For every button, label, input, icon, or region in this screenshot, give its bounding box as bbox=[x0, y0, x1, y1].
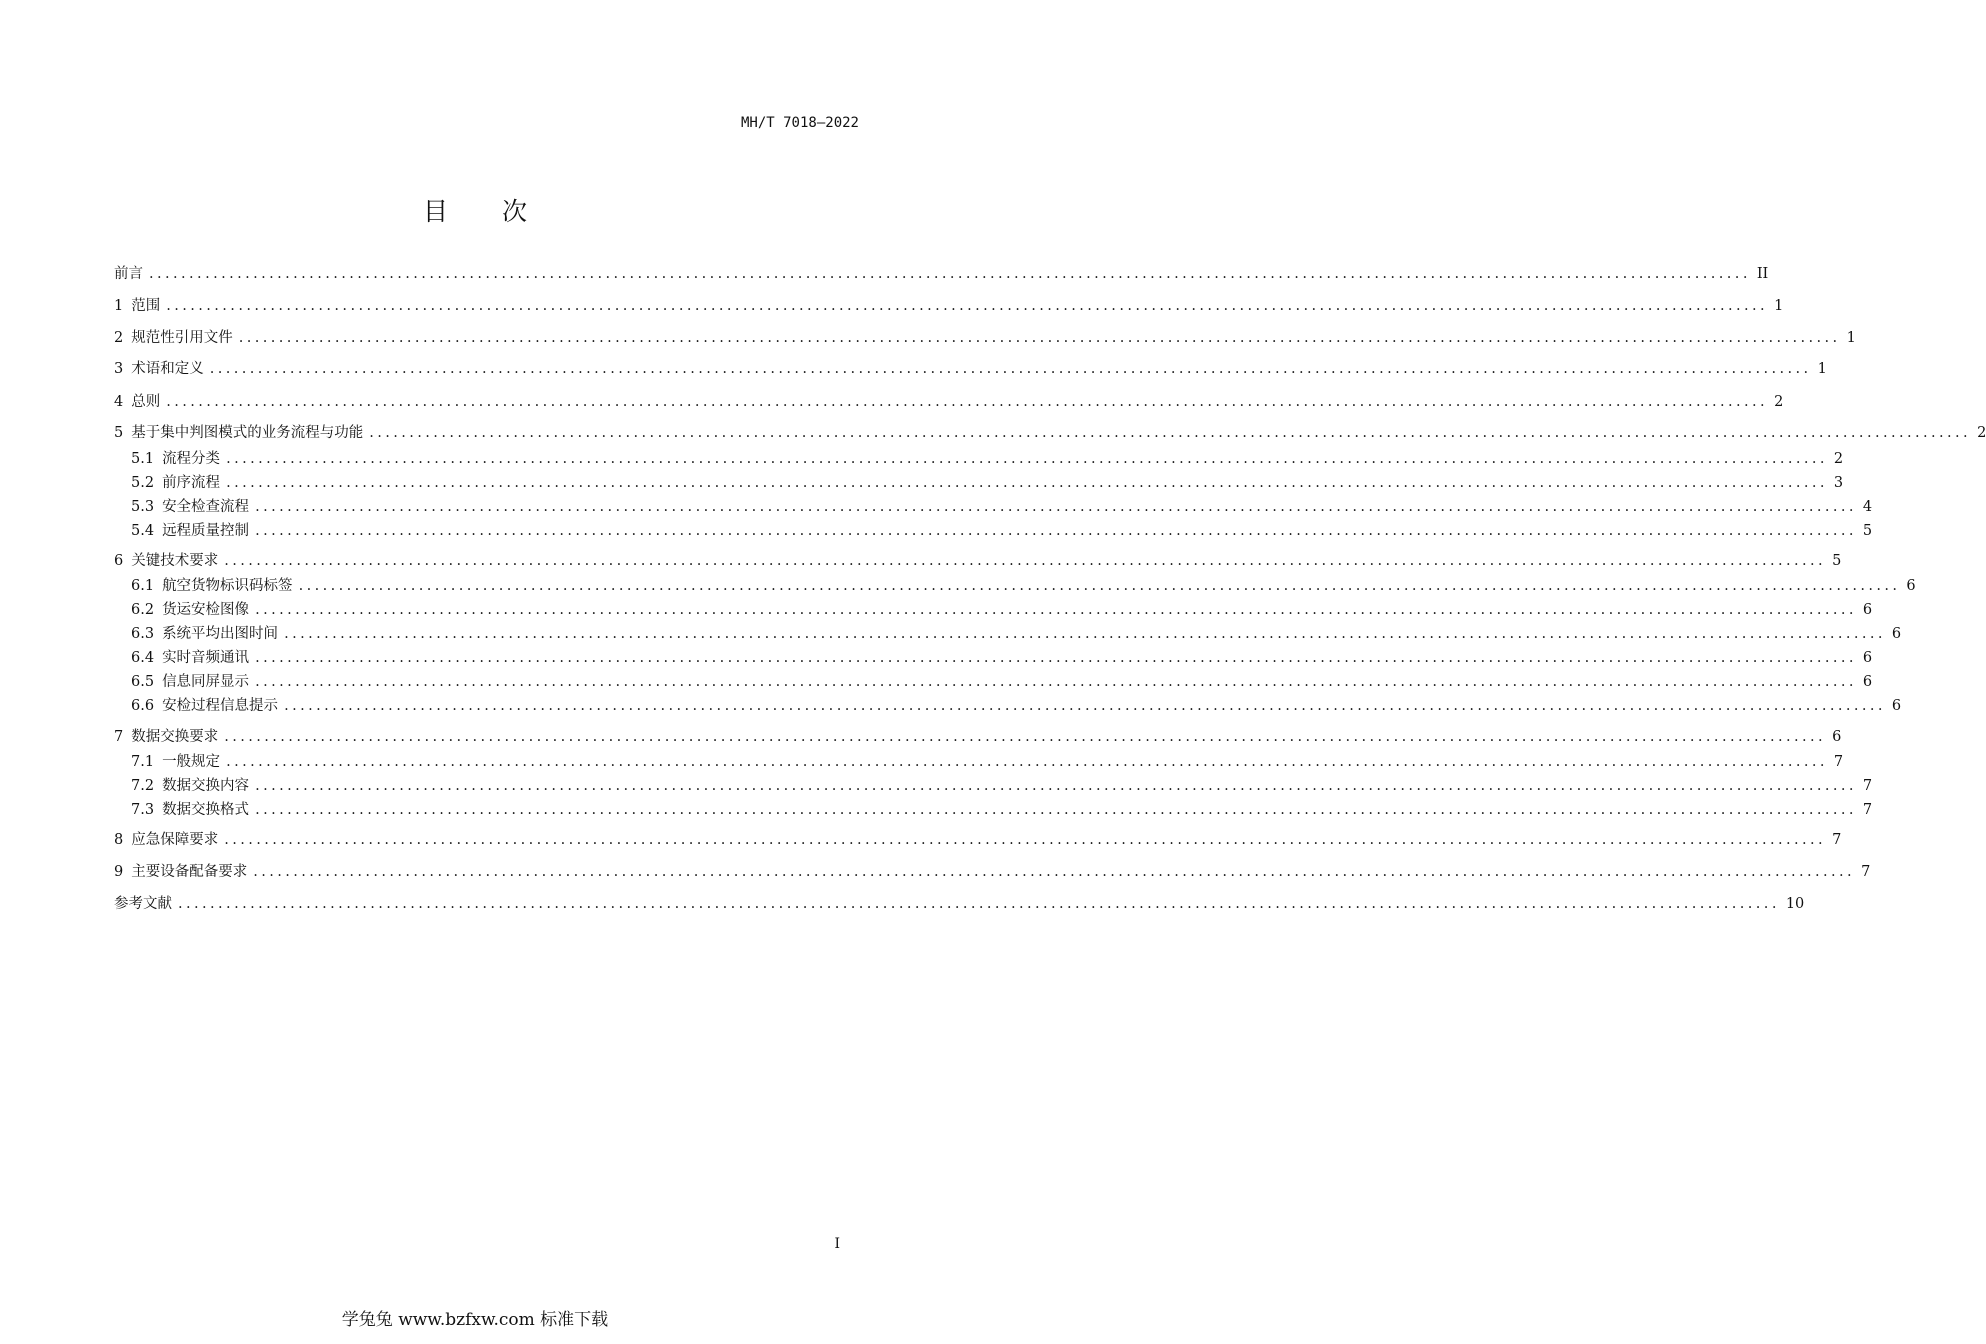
dot-leader: ........................................................................................................................................................................................................ bbox=[255, 602, 1857, 618]
dot-leader: ........................................................................................................................................................................................................ bbox=[238, 330, 1841, 346]
dot-leader: ........................................................................................................................................................................................................ bbox=[284, 698, 1886, 714]
toc-entry-page: 6 bbox=[1891, 626, 1902, 642]
toc-entry-number: 7.2 bbox=[131, 778, 155, 794]
toc-entry-label: 规范性引用文件 bbox=[131, 330, 233, 346]
toc-entry-label: 货运安检图像 bbox=[162, 602, 250, 618]
toc-entry[interactable] bbox=[131, 696, 1902, 716]
title-char: 次 bbox=[502, 197, 528, 226]
toc-entry[interactable] bbox=[131, 521, 1873, 541]
toc-entry-label: 一般规定 bbox=[162, 754, 221, 770]
toc-entry-page: 7 bbox=[1862, 802, 1873, 818]
toc-entry[interactable] bbox=[114, 328, 1856, 348]
toc-entry-page: 6 bbox=[1862, 674, 1873, 690]
toc-entry-number: 5.3 bbox=[131, 499, 155, 515]
toc-entry[interactable] bbox=[114, 727, 1842, 747]
toc-entry-number: 3 bbox=[114, 361, 124, 377]
dot-leader: ........................................................................................................................................................................................................ bbox=[224, 729, 1827, 745]
dot-leader: ........................................................................................................................................................................................................ bbox=[166, 394, 1769, 410]
dot-leader: ........................................................................................................................................................................................................ bbox=[224, 832, 1827, 848]
toc-entry-page: 7 bbox=[1861, 864, 1871, 880]
toc-entry-label: 基于集中判图模式的业务流程与功能 bbox=[131, 425, 364, 441]
toc-entry-page: 5 bbox=[1862, 523, 1873, 539]
toc-entry[interactable] bbox=[114, 894, 1805, 914]
dot-leader: ........................................................................................................................................................................................................ bbox=[255, 674, 1857, 690]
toc-entry-label: 信息同屏显示 bbox=[162, 674, 250, 690]
dot-leader: ........................................................................................................................................................................................................ bbox=[224, 553, 1827, 569]
toc-entry-label: 数据交换内容 bbox=[162, 778, 250, 794]
toc-entry-number: 6.2 bbox=[131, 602, 155, 618]
toc-entry[interactable] bbox=[114, 392, 1784, 412]
dot-leader: ........................................................................................................................................................................................................ bbox=[255, 523, 1857, 539]
toc-entry[interactable] bbox=[131, 600, 1873, 620]
toc-entry[interactable] bbox=[114, 551, 1842, 571]
toc-entry-label: 远程质量控制 bbox=[162, 523, 250, 539]
dot-leader: ........................................................................................................................................................................................................ bbox=[226, 451, 1828, 467]
toc-entry-number: 6.3 bbox=[131, 626, 155, 642]
toc-entry-label: 应急保障要求 bbox=[131, 832, 219, 848]
toc-entry-number: 5.1 bbox=[131, 451, 155, 467]
toc-entry[interactable] bbox=[131, 624, 1902, 644]
dot-leader: ........................................................................................................................................................................................................ bbox=[149, 266, 1751, 282]
toc-entry[interactable] bbox=[114, 296, 1784, 316]
toc-entry-label: 术语和定义 bbox=[131, 361, 204, 377]
toc-entry-label: 总则 bbox=[131, 394, 161, 410]
toc-entry[interactable] bbox=[131, 776, 1873, 796]
footer-watermark: 学兔兔 www.bzfxw.com 标准下载 bbox=[341, 1310, 609, 1330]
dot-leader: ........................................................................................................................................................................................................ bbox=[226, 754, 1828, 770]
toc-entry-label: 主要设备配备要求 bbox=[131, 864, 248, 880]
toc-entry-page: 7 bbox=[1832, 832, 1842, 848]
toc-entry[interactable] bbox=[131, 752, 1844, 772]
dot-leader: ........................................................................................................................................................................................................ bbox=[298, 578, 1901, 594]
dot-leader: ........................................................................................................................................................................................................ bbox=[253, 864, 1856, 880]
toc-entry-page: 1 bbox=[1774, 298, 1784, 314]
toc-entry-page: 6 bbox=[1832, 729, 1842, 745]
toc-entry-label: 数据交换要求 bbox=[131, 729, 219, 745]
toc-entry-label: 前言 bbox=[114, 266, 143, 282]
toc-entry-number: 6 bbox=[114, 553, 124, 569]
toc-entry-label: 实时音频通讯 bbox=[162, 650, 250, 666]
dot-leader: ........................................................................................................................................................................................................ bbox=[369, 425, 1972, 441]
dot-leader: ........................................................................................................................................................................................................ bbox=[209, 361, 1812, 377]
dot-leader: ........................................................................................................................................................................................................ bbox=[255, 650, 1857, 666]
toc-entry-number: 1 bbox=[114, 298, 124, 314]
toc-entry-label: 前序流程 bbox=[162, 475, 221, 491]
toc-entry-page: 1 bbox=[1817, 361, 1827, 377]
toc-entry-page: 6 bbox=[1891, 698, 1902, 714]
toc-entry[interactable] bbox=[131, 576, 1916, 596]
dot-leader: ........................................................................................................................................................................................................ bbox=[255, 778, 1857, 794]
toc-entry-number: 2 bbox=[114, 330, 124, 346]
toc-entry-label: 航空货物标识码标签 bbox=[162, 578, 293, 594]
toc-entry-label: 关键技术要求 bbox=[131, 553, 219, 569]
toc-entry[interactable] bbox=[114, 359, 1827, 379]
toc-entry-page: 6 bbox=[1906, 578, 1916, 594]
toc-entry-number: 4 bbox=[114, 394, 124, 410]
page-title bbox=[0, 192, 950, 228]
dot-leader: ........................................................................................................................................................................................................ bbox=[255, 499, 1857, 515]
toc-entry-page: 7 bbox=[1862, 778, 1873, 794]
toc-entry-page: 6 bbox=[1862, 650, 1873, 666]
toc-entry[interactable] bbox=[131, 672, 1873, 692]
toc-entry-label: 流程分类 bbox=[162, 451, 221, 467]
toc-entry-number: 6.6 bbox=[131, 698, 155, 714]
toc-entry-number: 6.4 bbox=[131, 650, 155, 666]
toc-entry-page: 10 bbox=[1785, 896, 1805, 912]
toc-entry-page: 2 bbox=[1774, 394, 1784, 410]
toc-entry-page: II bbox=[1756, 266, 1769, 282]
toc-entry[interactable] bbox=[131, 648, 1873, 668]
toc-entry-label: 安检过程信息提示 bbox=[162, 698, 279, 714]
toc-entry-number: 7 bbox=[114, 729, 124, 745]
toc-entry-label: 参考文献 bbox=[114, 896, 172, 912]
toc-entry[interactable] bbox=[114, 862, 1871, 882]
toc-entry-page: 4 bbox=[1862, 499, 1873, 515]
toc-entry[interactable] bbox=[114, 830, 1842, 850]
toc-entry-page: 2 bbox=[1977, 425, 1986, 441]
toc-entry-page: 5 bbox=[1832, 553, 1842, 569]
toc-entry-page: 2 bbox=[1833, 451, 1844, 467]
toc-entry-label: 数据交换格式 bbox=[162, 802, 250, 818]
toc-entry-number: 5.4 bbox=[131, 523, 155, 539]
toc-entry-page: 1 bbox=[1846, 330, 1856, 346]
standard-number: MH/T 7018—2022 bbox=[740, 115, 859, 131]
page-number: I bbox=[834, 1236, 840, 1252]
dot-leader: ........................................................................................................................................................................................................ bbox=[284, 626, 1886, 642]
dot-leader: ........................................................................................................................................................................................................ bbox=[226, 475, 1828, 491]
toc-entry[interactable] bbox=[131, 497, 1873, 517]
dot-leader: ........................................................................................................................................................................................................ bbox=[255, 802, 1857, 818]
toc-entry-number: 6.1 bbox=[131, 578, 155, 594]
title-char: 目 bbox=[422, 197, 448, 226]
toc-entry-number: 6.5 bbox=[131, 674, 155, 690]
toc-entry[interactable] bbox=[114, 423, 1986, 443]
toc-entry-label: 系统平均出图时间 bbox=[162, 626, 279, 642]
toc-entry-number: 8 bbox=[114, 832, 124, 848]
toc-entry-number: 9 bbox=[114, 864, 124, 880]
toc-entry-number: 5 bbox=[114, 425, 124, 441]
toc-entry[interactable] bbox=[114, 264, 1769, 284]
toc-entry-page: 6 bbox=[1862, 602, 1873, 618]
dot-leader: ........................................................................................................................................................................................................ bbox=[166, 298, 1769, 314]
toc-entry[interactable] bbox=[131, 800, 1873, 820]
toc-entry-number: 5.2 bbox=[131, 475, 155, 491]
toc-entry-label: 范围 bbox=[131, 298, 161, 314]
toc-entry-number: 7.3 bbox=[131, 802, 155, 818]
toc-entry[interactable] bbox=[131, 473, 1844, 493]
toc-entry-page: 3 bbox=[1833, 475, 1844, 491]
toc-entry[interactable] bbox=[131, 449, 1844, 469]
dot-leader: ........................................................................................................................................................................................................ bbox=[178, 896, 1780, 912]
toc-entry-label: 安全检查流程 bbox=[162, 499, 250, 515]
toc-entry-number: 7.1 bbox=[131, 754, 155, 770]
toc-entry-page: 7 bbox=[1833, 754, 1844, 770]
